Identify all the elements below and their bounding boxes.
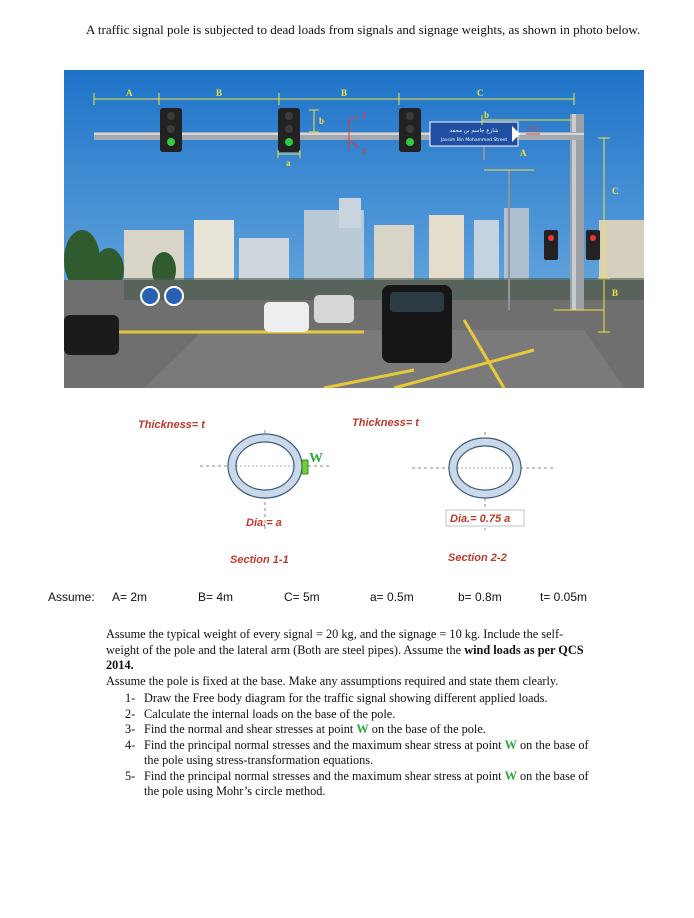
dim-label-B-side: B: [612, 288, 619, 298]
problem-text: [106, 627, 592, 800]
dim-label-a: a: [286, 158, 291, 168]
list-item: 5- Find the principal normal stresses and the maximum shear stress at point W on the base of the pole using Mohr’s circle method.: [125, 768, 589, 798]
section2-dia-label: Dia.= 0.75 a: [450, 513, 511, 525]
wind-loads-bold: wind loads as per QCS 2014.: [106, 642, 584, 672]
section2-title: Section 2-2: [448, 552, 507, 564]
list-item: 3- Find the normal and shear stresses at point W on the base of the pole.: [125, 722, 486, 736]
paragraph-loads: Assume the typical weight of every signal = 20 kg, and the signage = 10 kg. Include the self-weight of the pole and the lateral arm (Both are steel pipes). Assume the wind loads as per QCS 2014.: [106, 627, 584, 672]
assume-C: C= 5m: [284, 590, 320, 604]
dim-label-b: b: [484, 110, 490, 120]
section1-thickness-label: Thickness= t: [138, 419, 205, 431]
assume-b: b= 0.8m: [458, 590, 502, 604]
intro-text: A traffic signal pole is subjected to dead loads from signals and signage weights, as shown in photo below.: [86, 22, 641, 37]
dim-label-b-small: b: [319, 116, 325, 126]
traffic-signal-photo: [64, 70, 644, 388]
list-item: 2- Calculate the internal loads on the base of the pole.: [125, 706, 396, 721]
sign-arabic-text: شارع جاسم بن محمد: [449, 128, 499, 134]
section-marker-2-top: 2: [362, 111, 366, 120]
section2-thickness-label: Thickness= t: [352, 417, 419, 429]
assume-label: Assume:: [48, 590, 95, 604]
paragraph-fixed-base: Assume the pole is fixed at the base. Make any assumptions required and state them clearly.: [106, 673, 559, 688]
section1-dia-label: Dia.= a: [246, 517, 282, 529]
assume-a: a= 0.5m: [370, 590, 414, 604]
dim-label-C-side: C: [612, 186, 619, 196]
task-list: [106, 691, 592, 800]
dim-label-A-side: A: [520, 148, 527, 158]
dim-label-A: A: [126, 88, 133, 98]
dim-label-B1: B: [216, 88, 223, 98]
list-item: 1- Draw the Free body diagram for the traffic signal showing different applied loads.: [125, 691, 548, 705]
dim-label-B2: B: [341, 88, 348, 98]
section1-title: Section 1-1: [230, 554, 289, 566]
dim-label-C: C: [477, 88, 484, 98]
section-diagrams: [0, 400, 694, 580]
list-item: 4- Find the principal normal stresses and the maximum shear stress at point W on the base of the pole using stress-transformation equations.: [125, 737, 589, 767]
point-W-label: W: [309, 451, 323, 466]
section-marker-2-bottom: 2: [362, 147, 366, 156]
assume-A: A= 2m: [112, 590, 148, 604]
assume-B: B= 4m: [198, 590, 234, 604]
assume-t: t= 0.05m: [540, 590, 588, 604]
sign-english-text: Jassim Bin Mohammed Street: [440, 138, 508, 143]
